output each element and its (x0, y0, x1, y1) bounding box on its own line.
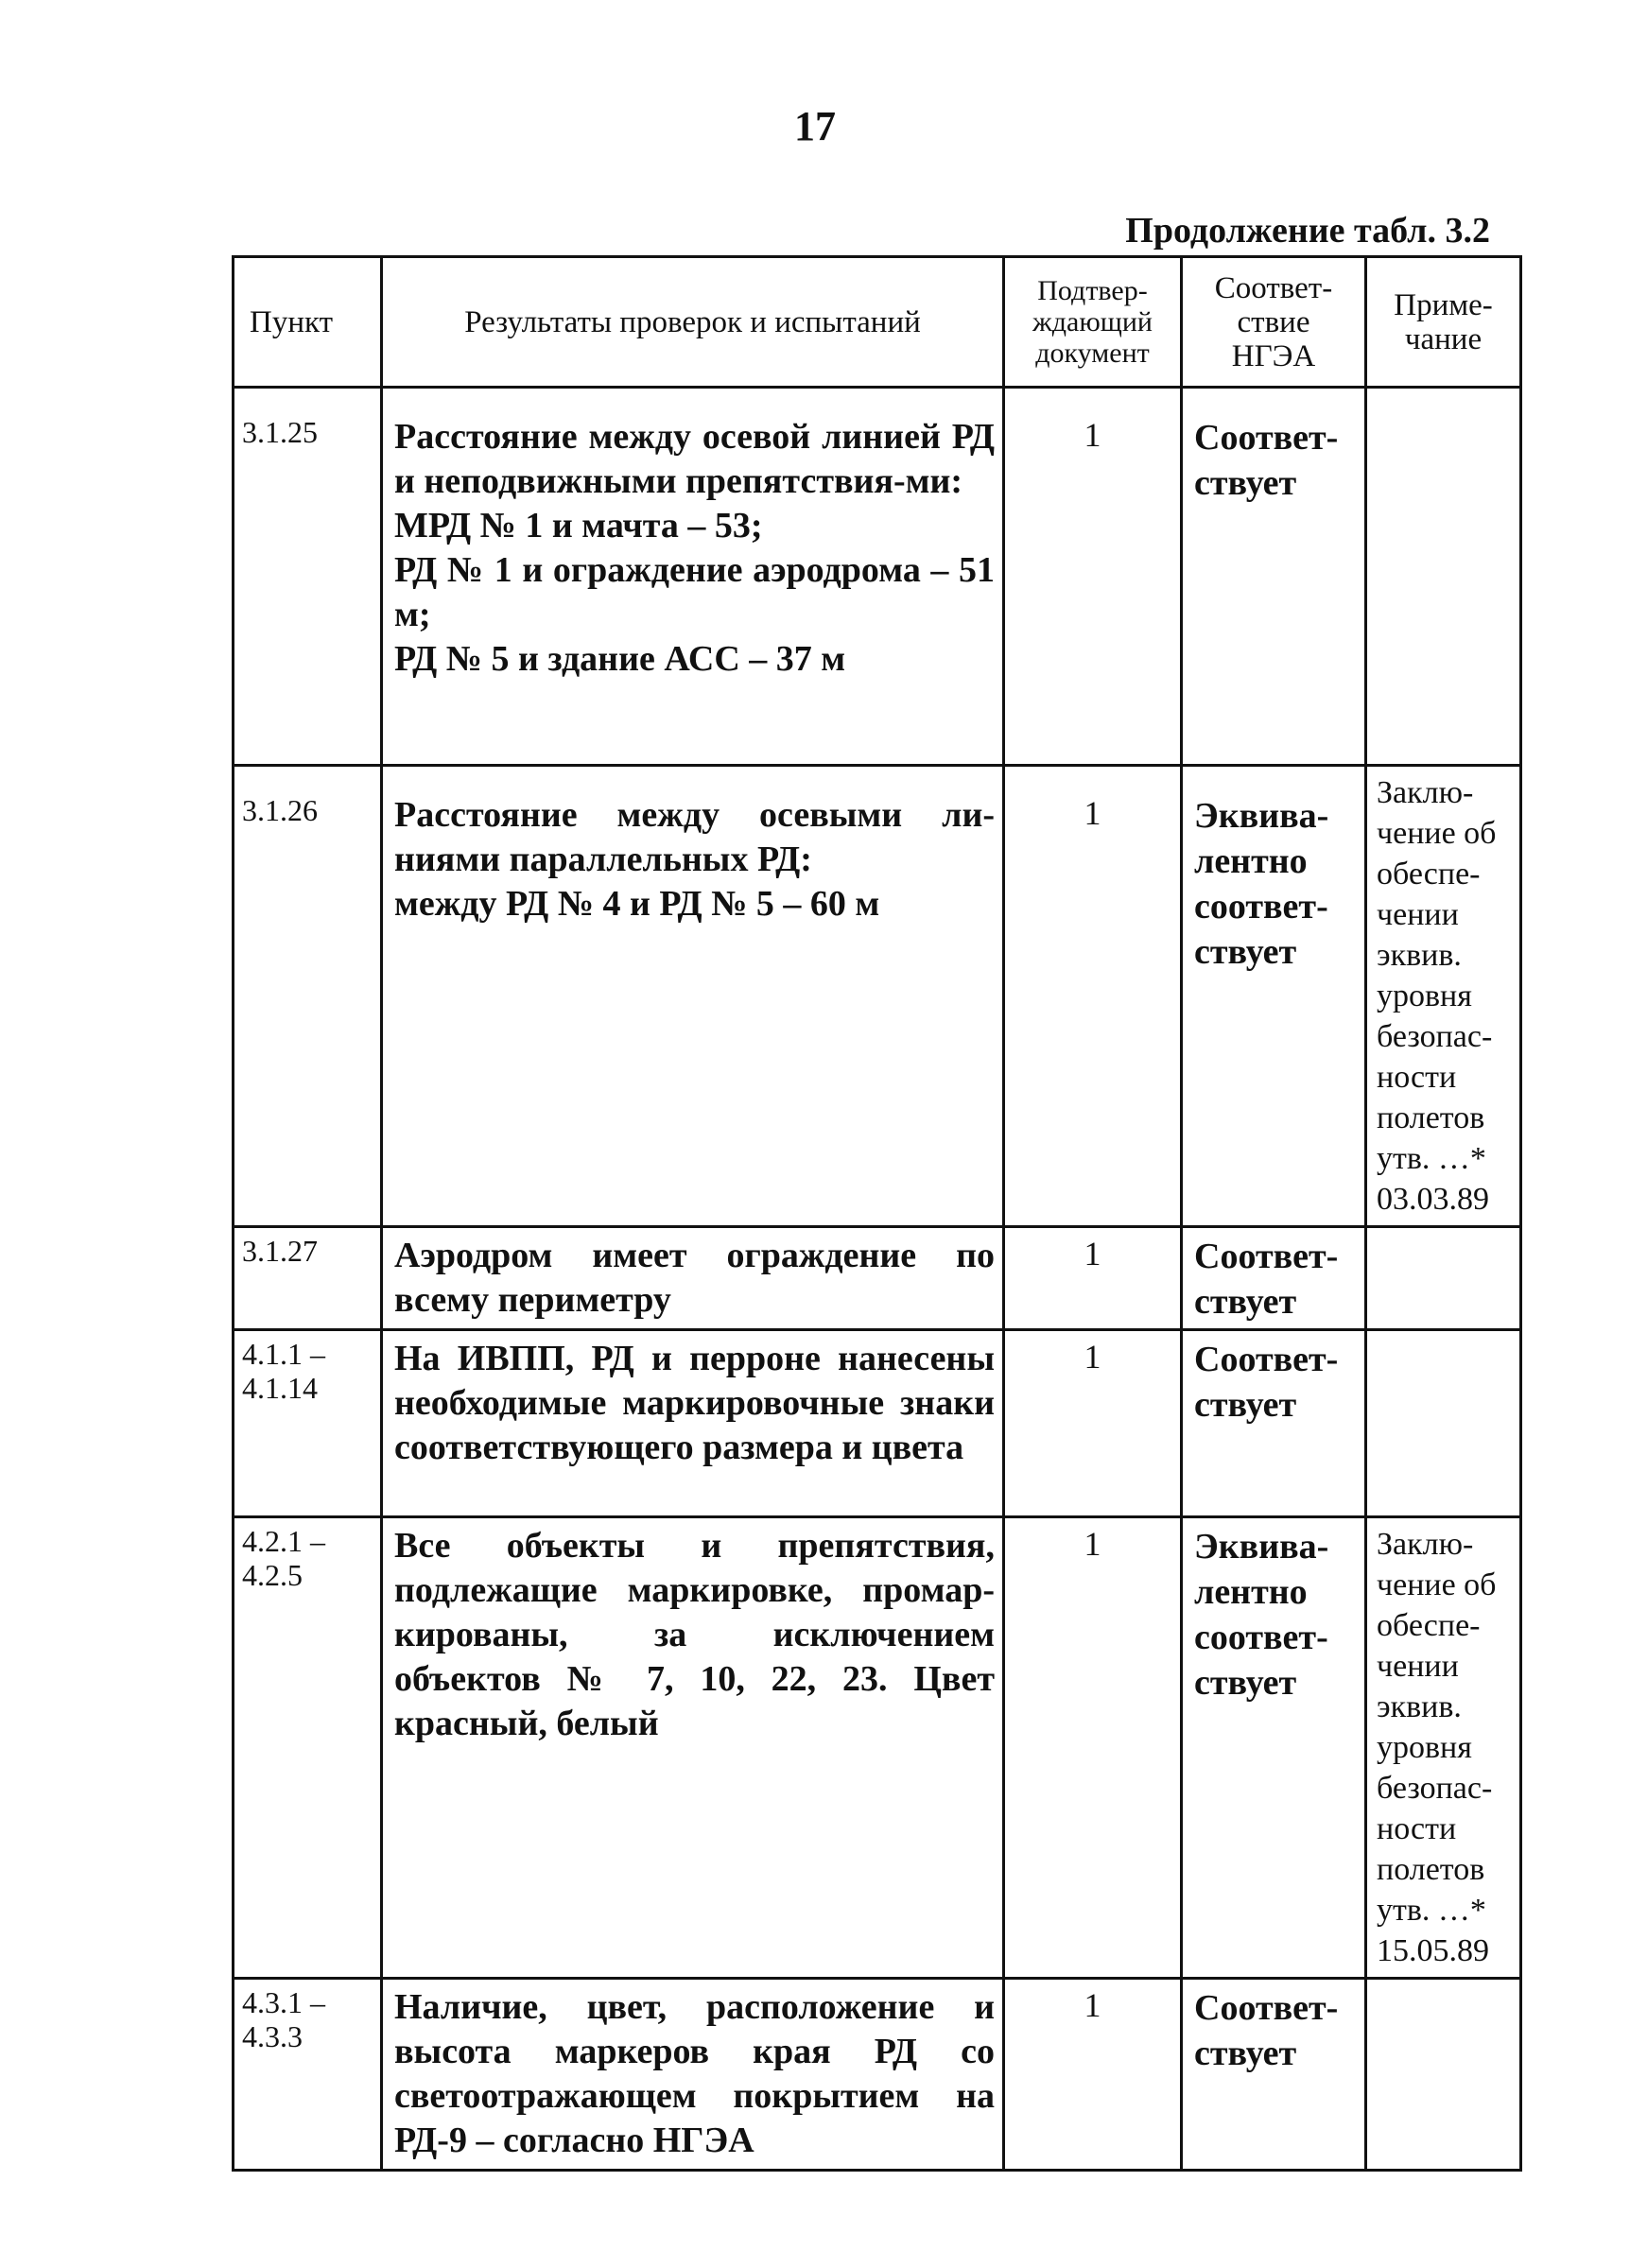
cell-conformity-line: соответ- (1194, 887, 1328, 926)
cell-point (234, 388, 382, 766)
cell-point-line: 4.1.14 (242, 1371, 318, 1405)
cell-doc: 1 (1004, 1517, 1182, 1979)
cell-note (1366, 388, 1521, 766)
table-row (234, 1227, 1521, 1330)
cell-note-line: обеспе- (1377, 1608, 1481, 1643)
cell-conformity (1182, 1517, 1366, 1979)
header-conformity-line: Соответ- (1214, 270, 1333, 305)
header-doc-line: документ (1035, 338, 1150, 369)
cell-note-line: Заклю- (1377, 1527, 1474, 1562)
page-number: 17 (794, 103, 836, 149)
cell-doc: 1 (1004, 1227, 1182, 1330)
cell-note-line: полетов (1377, 1852, 1485, 1887)
cell-results (382, 766, 1004, 1227)
table-continuation-caption: Продолжение табл. 3.2 (1125, 211, 1490, 251)
cell-doc: 1 (1004, 1330, 1182, 1517)
cell-results-line: Все объекты и препятствия, подлежащие маркировке, промар-кированы, за исключением объектов № 7, 10, 22, 23. Цвет красный, белый (394, 1526, 995, 1743)
cell-point-line: 3.1.27 (242, 1234, 318, 1268)
cell-doc: 1 (1004, 388, 1182, 766)
cell-results-line: РД № 5 и здание АСС – 37 м (394, 639, 846, 679)
cell-point-line: 4.3.1 – (242, 1985, 325, 2019)
header-conformity (1182, 257, 1366, 388)
header-note-line: чание (1404, 321, 1483, 356)
cell-conformity-line: Эквива- (1194, 1527, 1329, 1567)
cell-note-line: 03.03.89 (1377, 1182, 1489, 1217)
cell-note-line: эквив. (1377, 938, 1462, 973)
cell-conformity (1182, 766, 1366, 1227)
cell-conformity-line: соответ- (1194, 1618, 1328, 1657)
cell-conformity-line: ствует (1194, 2034, 1297, 2073)
cell-note (1366, 766, 1521, 1227)
results-table (232, 255, 1522, 2172)
table-row (234, 1330, 1521, 1517)
cell-note-line: чении (1377, 1649, 1459, 1684)
cell-point-line: 3.1.25 (242, 415, 318, 449)
cell-note-line: чении (1377, 897, 1459, 932)
cell-note-line: ности (1377, 1060, 1457, 1095)
cell-doc: 1 (1004, 766, 1182, 1227)
cell-point-line: 4.2.5 (242, 1558, 303, 1592)
cell-note-line: 15.05.89 (1377, 1933, 1489, 1968)
cell-results (382, 1330, 1004, 1517)
cell-conformity-line: ствует (1194, 1282, 1297, 1322)
cell-note-line: утв. …* (1377, 1893, 1486, 1928)
table-row (234, 388, 1521, 766)
cell-results-line: РД № 1 и ограждение аэродрома – 51 м; (394, 550, 995, 634)
cell-conformity-line: Эквива- (1194, 796, 1329, 836)
cell-conformity-line: лентно (1194, 1572, 1308, 1612)
cell-doc: 1 (1004, 1979, 1182, 2171)
cell-note (1366, 1227, 1521, 1330)
cell-note-line: безопас- (1377, 1771, 1493, 1806)
cell-conformity-line: Соответ- (1194, 418, 1339, 458)
cell-results-line: между РД № 4 и РД № 5 – 60 м (394, 884, 880, 924)
cell-point (234, 1979, 382, 2171)
cell-results-line: Расстояние между осевой линией РД и неподвижными препятствия-ми: (394, 417, 995, 501)
cell-results-line: МРД № 1 и мачта – 53; (394, 506, 763, 545)
cell-conformity (1182, 388, 1366, 766)
cell-results-line: На ИВПП, РД и перроне нанесены необходимые маркировочные знаки соответствующего размера и цвета (394, 1339, 995, 1467)
cell-conformity-line: ствует (1194, 1385, 1297, 1425)
cell-results (382, 388, 1004, 766)
table-row (234, 766, 1521, 1227)
table-row (234, 1517, 1521, 1979)
header-conformity-line: НГЭА (1231, 338, 1316, 373)
cell-conformity-line: ствует (1194, 932, 1297, 972)
cell-conformity-line: Соответ- (1194, 1988, 1339, 2028)
cell-note-line: обеспе- (1377, 857, 1481, 892)
cell-conformity-line: ствует (1194, 1663, 1297, 1703)
cell-note-line: безопас- (1377, 1019, 1493, 1054)
cell-results (382, 1979, 1004, 2171)
cell-point-line: 4.3.3 (242, 2019, 303, 2053)
header-conformity-line: ствие (1237, 304, 1310, 339)
cell-results (382, 1517, 1004, 1979)
cell-conformity-line: Соответ- (1194, 1237, 1339, 1276)
cell-note-line: уровня (1377, 1730, 1472, 1765)
cell-conformity-line: Соответ- (1194, 1340, 1339, 1379)
cell-point (234, 1227, 382, 1330)
cell-note-line: ности (1377, 1811, 1457, 1846)
cell-conformity (1182, 1979, 1366, 2171)
header-doc (1004, 257, 1182, 388)
cell-results-line: Расстояние между осевыми ли-ниями параллельных РД: (394, 795, 995, 879)
table-body (234, 388, 1521, 2171)
header-note (1366, 257, 1521, 388)
cell-point (234, 766, 382, 1227)
cell-point (234, 1517, 382, 1979)
header-doc-line: Подтвер- (1037, 275, 1148, 306)
cell-conformity (1182, 1227, 1366, 1330)
cell-note (1366, 1979, 1521, 2171)
table-header-row (234, 257, 1521, 388)
cell-results-line: Аэродром имеет ограждение по всему периметру (394, 1236, 995, 1320)
cell-note-line: эквив. (1377, 1689, 1462, 1724)
cell-note-line: чение об (1377, 816, 1497, 851)
cell-point-line: 4.2.1 – (242, 1524, 325, 1558)
header-note-line: Приме- (1394, 287, 1493, 322)
cell-note-line: утв. …* (1377, 1141, 1486, 1176)
cell-conformity-line: ствует (1194, 463, 1297, 503)
header-results: Результаты проверок и испытаний (382, 257, 1004, 388)
cell-note-line: уровня (1377, 978, 1472, 1013)
cell-point (234, 1330, 382, 1517)
header-doc-line: ждающий (1032, 306, 1153, 338)
cell-note-line: Заклю- (1377, 775, 1474, 810)
cell-results-line: Наличие, цвет, расположение и высота маркеров края РД со светоотражающем покрытием на РД-9 – согласно НГЭА (394, 1987, 995, 2160)
header-point: Пункт (234, 257, 382, 388)
cell-note-line: полетов (1377, 1100, 1485, 1135)
cell-conformity-line: лентно (1194, 841, 1308, 881)
cell-conformity (1182, 1330, 1366, 1517)
cell-results (382, 1227, 1004, 1330)
cell-point-line: 3.1.26 (242, 793, 318, 827)
table-row (234, 1979, 1521, 2171)
cell-note-line: чение об (1377, 1567, 1497, 1602)
cell-note (1366, 1517, 1521, 1979)
cell-point-line: 4.1.1 – (242, 1337, 325, 1371)
cell-note (1366, 1330, 1521, 1517)
